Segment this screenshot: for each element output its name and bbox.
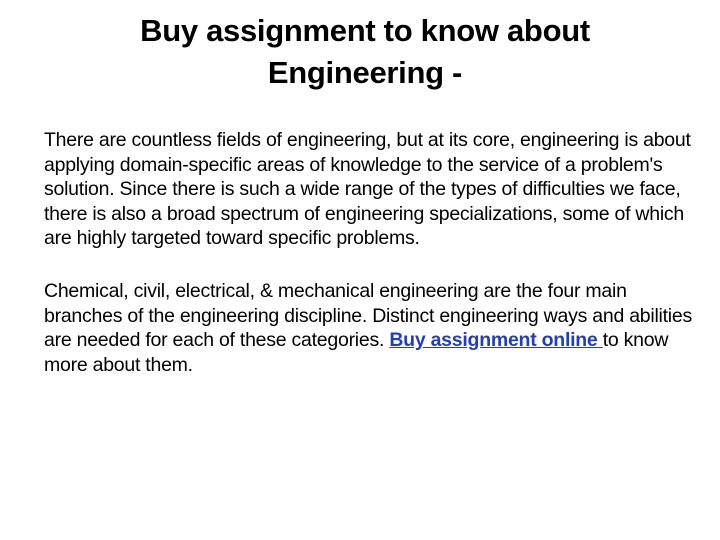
- paragraph-intro: There are countless fields of engineering, but at its core, engineering is about applying domain-specific areas of knowledge to the service of a problem's solution. Since there is such a wide range of the types of difficulties we face, there is also a broad spectrum of engineering specializations, some of which are highly targeted toward specific problems.: [44, 129, 691, 250]
- paragraph-branches-end: to know more about them.: [44, 329, 669, 376]
- title-line-2: Engineering -: [267, 55, 463, 90]
- title-line-1: Buy assignment to know about: [140, 13, 590, 48]
- page-title: [60, 10, 670, 94]
- body-content: [44, 128, 694, 405]
- paragraph-branches: [44, 279, 694, 377]
- paragraph-branches-text: Chemical, civil, electrical, & mechanical engineering are the four main branches of the engineering discipline. Distinct engineering ways and abilities are needed for each of these categories.: [44, 279, 692, 352]
- buy-assignment-online-link[interactable]: Buy assignment online: [389, 329, 603, 352]
